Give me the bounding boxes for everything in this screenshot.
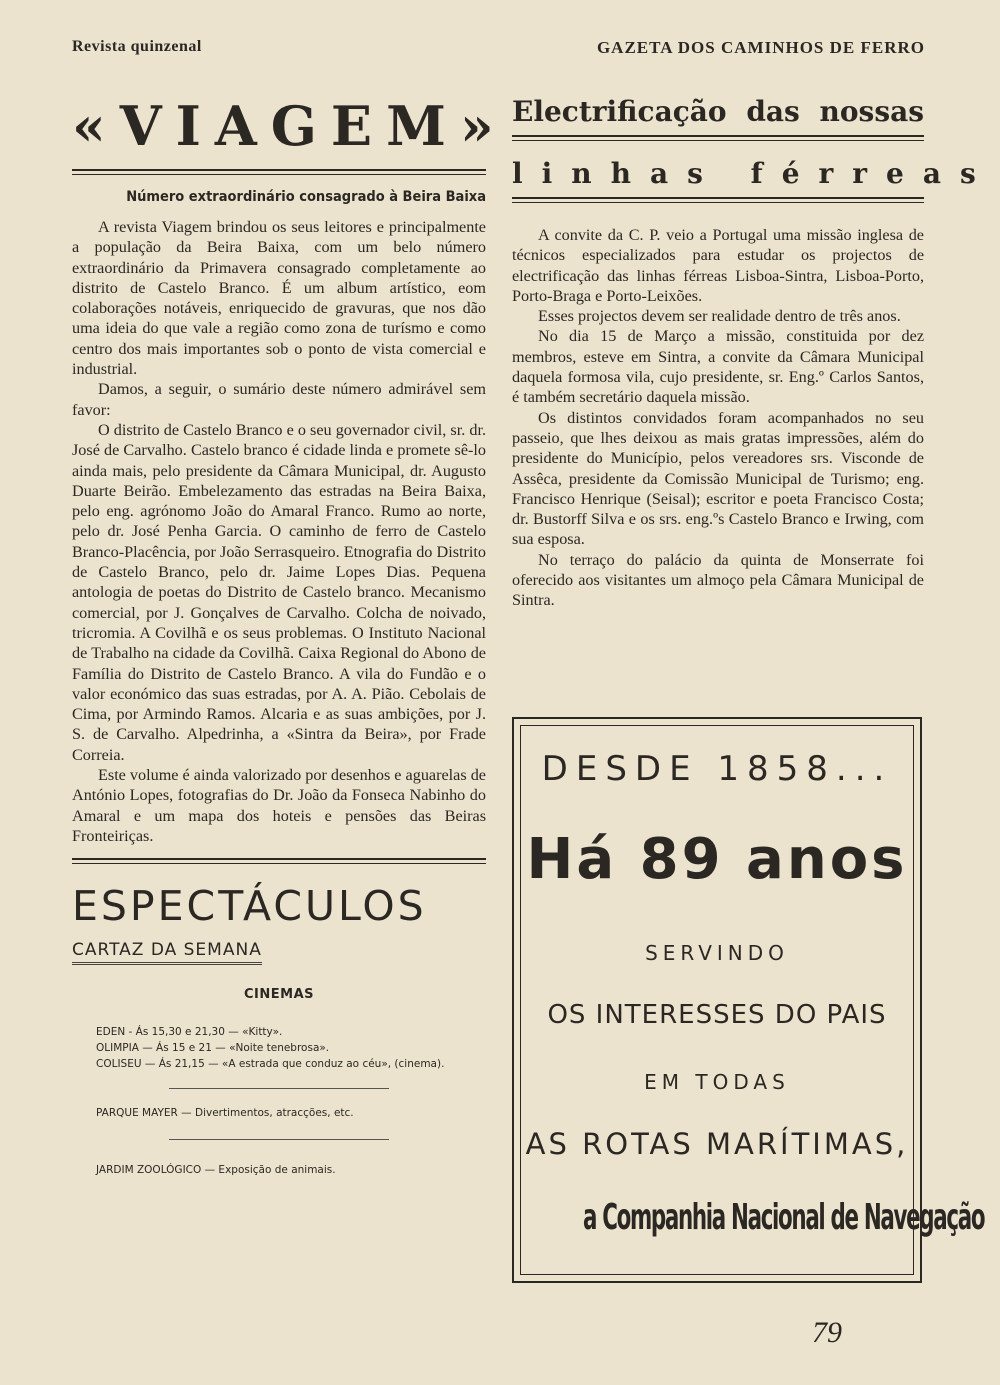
title-rule bbox=[512, 135, 924, 141]
ad-desde: DESDE 1858... bbox=[541, 749, 893, 789]
divider bbox=[169, 1088, 389, 1089]
ad-anos: Há 89 anos bbox=[526, 827, 908, 892]
parque-listing: PARQUE MAYER — Divertimentos, atracções, etc. bbox=[96, 1107, 354, 1120]
ad-company-name: a Companhia Nacional de Navegação bbox=[583, 1197, 985, 1238]
viagem-paragraph-3: O distrito de Castelo Branco e o seu governador civil, sr. dr. José de Carvalho. Castelo branco é cidade linda e promete sê-lo ainda mais, pelo presidente da Câmara Municipal, dr. Augusto Duarte Beirão. Embelezamento das estradas na Beira Baixa, pelo eng. agrónomo João do Amaral Franco. Rumo ao norte, pelo dr. José Penha Garcia. O caminho de ferro de Castelo Branco-Placência, por João Serrasqueiro. Etnografia do Distrito de Castelo Branco, pelo dr. Jaime Lopes Dias. Pequena antologia de poetas do Distrito de Castelo branco. Mecanismo comercial, por J. Gonçalves de Carvalho. Colcha de noivado, tricromia. A Covilhã e os seus problemas. O Instituto Nacional de Trabalho na cidade da Covilhã. Caixa Regional do Abono de Família do Distrito de Castelo Branco. A vila do Fundão e o valor económico das suas estradas, por A. A. Pião. Cebolais de Cima, por Armindo Ramos. Alcaria e as suas ambições, por J. S. de Carvalho. Alpedrinha, a «Sintra da Beira», por Frade Correia. bbox=[72, 420, 486, 764]
right-column bbox=[512, 95, 995, 611]
electrificacao-title-line2: linhas férreas bbox=[512, 157, 995, 190]
espectaculos-title: ESPECTÁCULOS bbox=[72, 882, 427, 931]
title-word: nossas bbox=[819, 95, 924, 128]
ad-interesses: OS INTERESSES DO PAIS bbox=[547, 1000, 887, 1030]
divider bbox=[169, 1139, 389, 1140]
running-head-right: GAZETA DOS CAMINHOS DE FERRO bbox=[596, 38, 925, 57]
title-word: das bbox=[746, 95, 800, 128]
electrificacao-paragraph-5: No terraço do palácio da quinta de Monserrate foi oferecido aos visitantes um almoço pela Câmara Municipal de Sintra. bbox=[512, 550, 924, 610]
left-column bbox=[72, 94, 508, 1178]
electrificacao-paragraph-4: Os distintos convidados foram acompanhados no seu passeio, que lhes deixou as mais gratas impressões, além do presidente do Município, pelos vereadores srs. Visconde de Assêca, presidente da Comissão Municipal de Turismo; eng. Francisco Henrique (Seisal); escritor e poeta Francisco Costa; dr. Bustorff Silva e os srs. eng.ºs Castelo Branco e Irwing, com sua esposa. bbox=[512, 408, 924, 549]
advertisement-box bbox=[512, 717, 985, 1283]
ad-rotas: AS ROTAS MARÍTIMAS, bbox=[525, 1127, 909, 1161]
ad-servindo: SERVINDO bbox=[645, 941, 789, 965]
page-number: 79 bbox=[812, 1316, 842, 1349]
jardim-listing: JARDIM ZOOLÓGICO — Exposição de animais. bbox=[96, 1164, 336, 1177]
viagem-paragraph-4: Este volume é ainda valorizado por desenhos e aguarelas de António Lopes, fotografias do Dr. João da Fonseca Nabinho do Amaral e um mapa dos hoteis e pensões das Beiras Fronteiriças. bbox=[72, 766, 486, 845]
cinema-listing: OLIMPIA — Ás 15 e 21 — «Noite tenebrosa». bbox=[96, 1042, 330, 1055]
cinema-listing: COLISEU — Ás 21,15 — «A estrada que conduz ao céu», (cinema). bbox=[96, 1058, 445, 1071]
electrificacao-paragraph-2: Esses projectos devem ser realidade dentro de três anos. bbox=[538, 307, 901, 326]
title-rule bbox=[512, 197, 924, 203]
viagem-paragraph-2: Damos, a seguir, o sumário deste número admirável sem favor: bbox=[72, 380, 486, 419]
viagem-paragraph-1: A revista Viagem brindou os seus leitores e principalmente a população da Beira Baixa, com um belo número extraordinário da Primavera consagrado completamente ao distrito de Castelo Branco. É um album artístico, eom colaborações notáveis, enriquecido de gravuras, que nos dão uma ideia do que vale a região como zona de turísmo e como centro dos mais importantes sob o ponto de vista comercial e industrial. bbox=[72, 218, 486, 379]
electrificacao-title-line1 bbox=[512, 95, 924, 129]
electrificacao-paragraph-3: No dia 15 de Março a missão, constituida por dez membros, esteve em Sintra, a convite da Câmara Municipal daquela formosa vila, cujo presidente, sr. Eng.º Carlos Santos, é também secretário daquela missão. bbox=[512, 327, 924, 407]
running-head-left: Revista quinzenal bbox=[72, 38, 202, 55]
cartaz-heading: CARTAZ DA SEMANA bbox=[72, 940, 262, 965]
title-word: Electrificação bbox=[512, 95, 727, 128]
section-rule bbox=[72, 858, 486, 864]
electrificacao-paragraph-1: A convite da C. P. veio a Portugal uma missão inglesa de técnicos especializados para estudar os projectos de electrificação das linhas férreas Lisboa-Sintra, Lisboa-Porto, Porto-Braga e Porto-Leixões. bbox=[512, 226, 924, 305]
cinema-listing: EDEN - Ás 15,30 e 21,30 — «Kitty». bbox=[96, 1026, 283, 1039]
cinemas-heading: CINEMAS bbox=[244, 987, 314, 1003]
viagem-subtitle: Número extraordinário consagrado à Beira Baixa bbox=[126, 189, 486, 205]
ad-em-todas: EM TODAS bbox=[644, 1070, 790, 1094]
title-rule bbox=[72, 169, 486, 175]
viagem-title: «VIAGEM» bbox=[72, 94, 508, 158]
